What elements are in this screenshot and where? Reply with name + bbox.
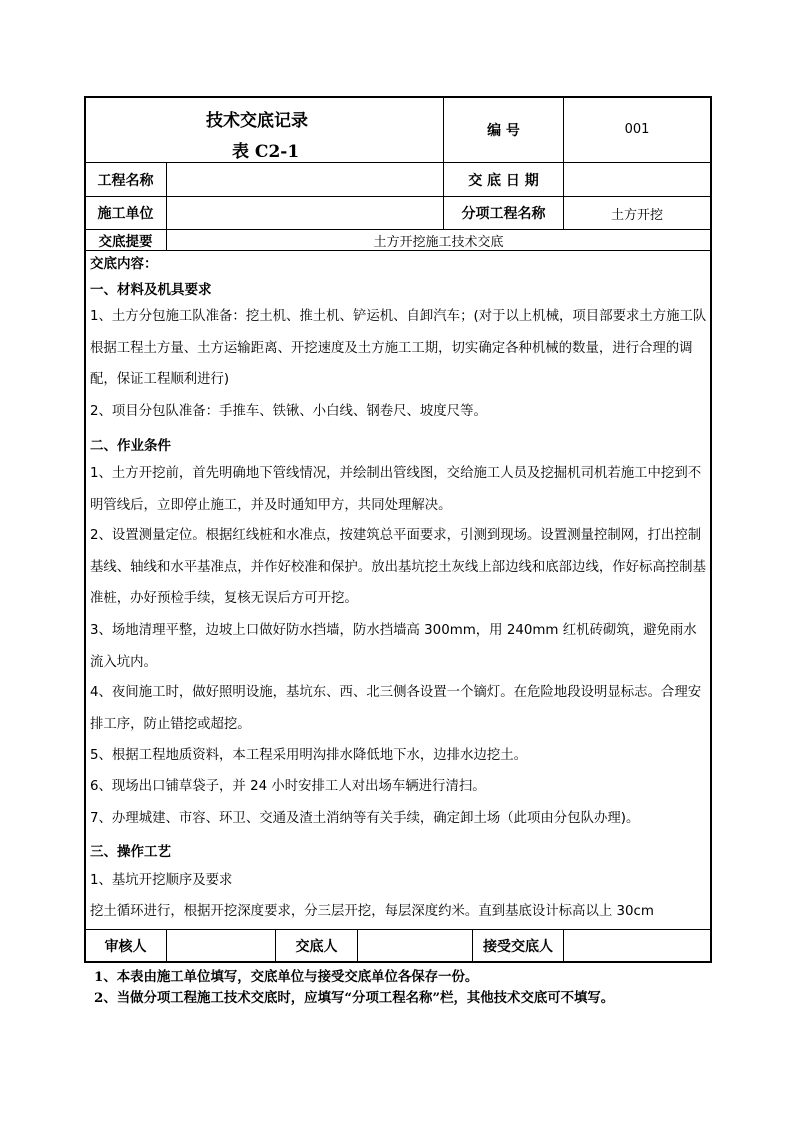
form-code: 表 C2-1 (232, 142, 300, 162)
project-name-value[interactable] (167, 163, 443, 196)
footnote-2: 2、当做分项工程施工技术交底时，应填写“分项工程名称”栏，其他技术交底可不填写。 (94, 990, 615, 1006)
summary-label: 交底提要 (98, 234, 153, 250)
reviewer-label: 审核人 (104, 938, 147, 955)
table-border-bottom (84, 961, 711, 963)
subitem-value[interactable]: 土方开挖 (610, 207, 663, 223)
section-2-paragraph-4: 4、夜间施工时，做好照明设施，基坑东、西、北三侧各设置一个镝灯。在危险地段设明显标志。合理安排工序，防止错挖或超挖。 (90, 685, 702, 732)
receiver-value[interactable] (564, 930, 710, 961)
contractor-value[interactable] (167, 197, 443, 229)
section-2-paragraph-1: 1、土方开挖前，首先明确地下管线情况，并绘制出管线图，交给施工人员及挖掘机司机若施工中挖到不明管线后，立即停止施工，并及时通知甲方，共同处理解决。 (90, 466, 702, 513)
summary-value[interactable]: 土方开挖施工技术交底 (373, 234, 504, 250)
section-2-paragraph-2: 2、设置测量定位。根据红线桩和水准点，按建筑总平面要求，引测到现场。设置测量控制网，打出控制基线、轴线和水平基准点，并作好校准和保护。放出基坑挖土灰线上部边线和底部边线，作好标高控制基准桩，办好预检手续，复核无误后方可开挖。 (90, 528, 706, 606)
receiver-label: 接受交底人 (483, 938, 553, 955)
contractor-label: 施工单位 (97, 206, 154, 222)
number-value: 001 (624, 122, 650, 137)
content-label: 交底内容： (90, 256, 158, 272)
discloser-value[interactable] (358, 930, 472, 961)
date-label: 交 底 日 期 (468, 172, 539, 189)
row-line (84, 250, 711, 251)
subitem-label: 分项工程名称 (461, 206, 546, 222)
date-value[interactable] (564, 163, 710, 196)
section-2-title: 二、作业条件 (90, 438, 171, 454)
section-3-title: 三、操作工艺 (90, 844, 171, 860)
section-1-paragraph-2: 2、项目分包队准备：手推车、铁锹、小白线、钢卷尺、坡度尺等。 (90, 404, 487, 419)
section-2-paragraph-7: 7、办理城建、市容、环卫、交通及渣土消纳等有关手续，确定卸土场（此项由分包队办理)。 (90, 811, 640, 826)
table-border-right (710, 96, 712, 963)
section-2-paragraph-3: 3、场地清理平整，边坡上口做好防水挡墙，防水挡墙高 300mm，用 240mm 红机砖砌筑，避免雨水流入坑内。 (90, 623, 697, 670)
number-label: 编 号 (487, 122, 520, 139)
discloser-label: 交底人 (295, 938, 338, 955)
section-2-paragraph-6: 6、现场出口铺草袋子，并 24 小时安排工人对出场车辆进行清扫。 (90, 779, 486, 794)
section-3-paragraph-1: 1、基坑开挖顺序及要求 (90, 873, 233, 888)
section-1-paragraph-1: 1、土方分包施工队准备：挖土机、推土机、铲运机、自卸汽车；(对于以上机械，项目部要求土方施工队根据工程土方量、土方运输距离、开挖速度及土方施工工期，切实确定各种机械的数量，进行合理的调配，保证工程顺利进行) (90, 309, 707, 387)
project-name-label: 工程名称 (97, 172, 154, 189)
section-3-paragraph-2: 挖土循环进行，根据开挖深度要求，分三层开挖，每层深度约米。直到基底设计标高以上 30cm (90, 904, 654, 919)
section-1-title: 一、材料及机具要求 (90, 282, 212, 298)
reviewer-value[interactable] (167, 930, 275, 961)
footnote-1: 1、本表由施工单位填写，交底单位与接受交底单位各保存一份。 (94, 969, 479, 985)
section-2-paragraph-5: 5、根据工程地质资料，本工程采用明沟排水降低地下水，边排水边挖土。 (90, 748, 528, 763)
form-title: 技术交底记录 (206, 111, 308, 131)
